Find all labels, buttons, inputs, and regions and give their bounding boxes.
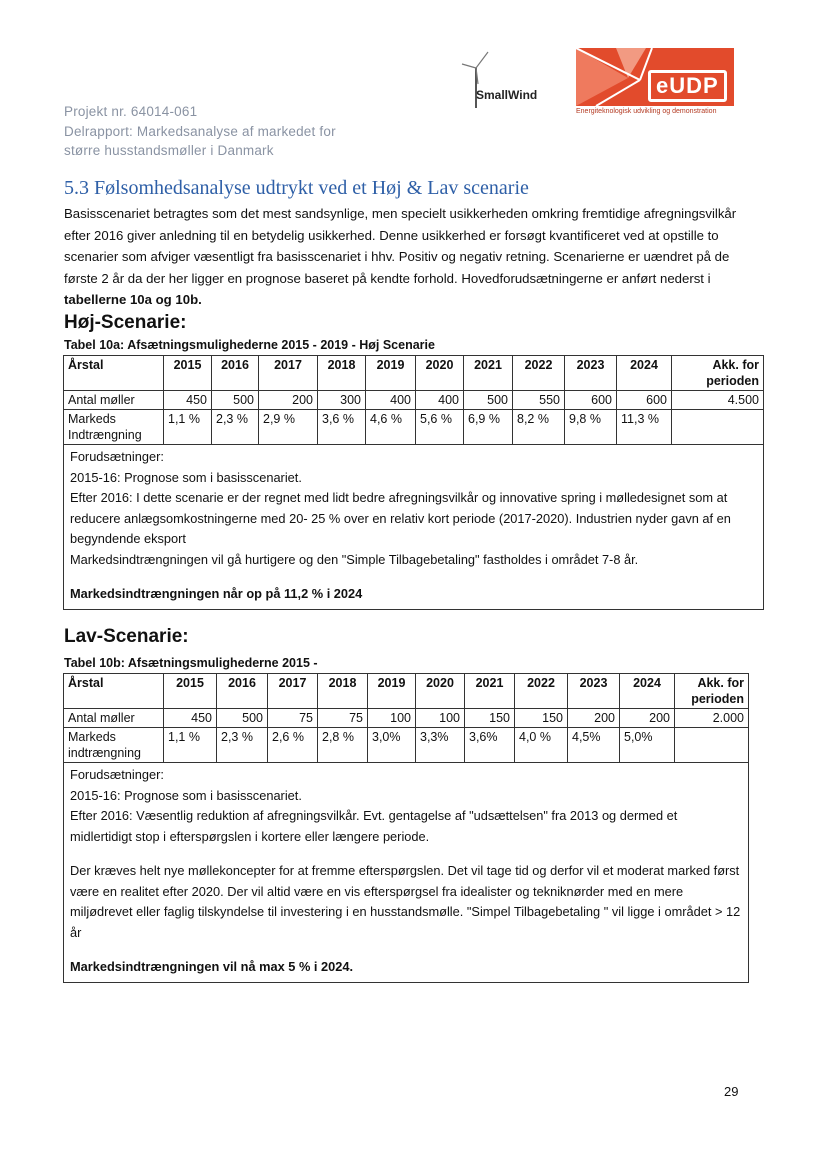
table-notes-row — [64, 763, 749, 983]
table-cell: 2,3 % — [212, 410, 259, 445]
report-title-line-2: større husstandsmøller i Danmark — [64, 143, 274, 158]
table-cell: 550 — [513, 391, 565, 410]
table-cell: 200 — [620, 709, 675, 728]
table-cell: 2,8 % — [318, 728, 368, 763]
row-label: Markeds indtrængning — [64, 728, 164, 763]
table-cell: 400 — [416, 391, 464, 410]
eudp-logo — [576, 48, 740, 122]
table-row — [64, 391, 764, 410]
project-number: Projekt nr. 64014-061 — [64, 104, 198, 119]
row-label: Markeds Indtrængning — [64, 410, 164, 445]
col-header: 2023 — [565, 356, 617, 391]
table-10a — [63, 355, 764, 610]
intro-bold-text: tabellerne 10a og 10b. — [64, 292, 202, 308]
table-cell: 3,3% — [416, 728, 465, 763]
col-header-akk: Akk. for perioden — [672, 356, 764, 391]
table-cell: 150 — [515, 709, 568, 728]
col-header: 2021 — [464, 356, 513, 391]
col-header: 2016 — [217, 674, 268, 709]
table-cell: 450 — [164, 391, 212, 410]
table-cell: 450 — [164, 709, 217, 728]
section-title: 5.3 Følsomhedsanalyse udtrykt ved et Høj & Lav scenarie — [64, 177, 529, 199]
table-10b-header-row — [64, 674, 749, 709]
col-header: 2022 — [513, 356, 565, 391]
table-cell: 100 — [368, 709, 416, 728]
row-label: Antal møller — [64, 709, 164, 728]
table-cell: 4,0 % — [515, 728, 568, 763]
table-cell: 150 — [465, 709, 515, 728]
col-header: 2015 — [164, 674, 217, 709]
notes-line: 2015-16: Prognose som i basisscenariet. — [70, 787, 302, 803]
table-cell: 300 — [318, 391, 366, 410]
table-row — [64, 728, 749, 763]
notes-line: Markedsindtrængningen vil gå hurtigere og den "Simple Tilbagebetaling" fastholdes i området 7-8 år. — [70, 551, 639, 567]
smallwind-logo-text: SmallWind — [476, 88, 538, 102]
table-cell: 8,2 % — [513, 410, 565, 445]
table-cell: 3,6 % — [318, 410, 366, 445]
table-cell: 2,3 % — [217, 728, 268, 763]
notes-line: Efter 2016: Væsentlig reduktion af afregningsvilkår. Evt. gentagelse af "udsættelsen" fra 2013 og dermed et midlertidigt stop i efterspørgslen i kortere eller længere periode. — [70, 808, 678, 844]
table-cell-total: 2.000 — [675, 709, 749, 728]
col-header: 2020 — [416, 674, 465, 709]
notes-line: Efter 2016: I dette scenarie er der regnet med lidt bedre afregningsvilkår og innovative spring i mølledesignet som at reducere anlægsomkostningerne med 20- 25 % over en relativ kort periode (2017-2020). Industrien nyder gavn af en begyndende eksport — [70, 490, 731, 546]
table-cell: 200 — [568, 709, 620, 728]
table-row — [64, 709, 749, 728]
table-cell: 3,0% — [368, 728, 416, 763]
table-cell: 11,3 % — [617, 410, 672, 445]
col-header: 2017 — [259, 356, 318, 391]
table-cell: 500 — [212, 391, 259, 410]
row-label: Antal møller — [64, 391, 164, 410]
col-header: 2024 — [620, 674, 675, 709]
high-scenario-heading: Høj-Scenarie: — [64, 312, 187, 333]
table-10b — [63, 673, 749, 983]
table-cell: 75 — [318, 709, 368, 728]
col-header: 2018 — [318, 674, 368, 709]
notes-line: Forudsætninger: — [70, 449, 164, 464]
table-cell: 500 — [217, 709, 268, 728]
col-header: 2019 — [368, 674, 416, 709]
col-header: 2021 — [465, 674, 515, 709]
col-header: 2019 — [366, 356, 416, 391]
notes-line: Der kræves helt nye møllekoncepter for at fremme efterspørgslen. Det vil tage tid og derfor vil et moderat marked først være en realitet efter 2020. Der vil altid være en vis efterspørgsel fra idealister og tekniknørder med en mere miljødrevet eller faglig tilskyndelse til investering i en husstandsmølle. "Simpel Tilbagebetaling " vil ligge i området > 12 år — [70, 863, 741, 940]
table-cell: 5,6 % — [416, 410, 464, 445]
table-cell: 500 — [464, 391, 513, 410]
col-header: 2015 — [164, 356, 212, 391]
table-10a-caption: Tabel 10a: Afsætningsmulighederne 2015 - 2019 - Høj Scenarie — [64, 338, 435, 352]
table-cell: 5,0% — [620, 728, 675, 763]
table-cell: 2,9 % — [259, 410, 318, 445]
table-cell: 400 — [366, 391, 416, 410]
table-cell: 1,1 % — [164, 410, 212, 445]
col-header: 2024 — [617, 356, 672, 391]
table-cell: 100 — [416, 709, 465, 728]
col-header: 2018 — [318, 356, 366, 391]
intro-paragraph — [64, 203, 754, 311]
col-header-year: Årstal — [64, 356, 164, 391]
notes-conclusion: Markedsindtrængningen vil nå max 5 % i 2024. — [70, 959, 354, 974]
table-10a-notes — [64, 445, 764, 610]
table-row — [64, 410, 764, 445]
col-header-akk: Akk. for perioden — [675, 674, 749, 709]
col-header: 2017 — [268, 674, 318, 709]
table-cell: 600 — [617, 391, 672, 410]
eudp-logo-mark — [576, 48, 734, 106]
table-cell: 4,6 % — [366, 410, 416, 445]
table-cell: 600 — [565, 391, 617, 410]
report-title-line-1: Delrapport: Markedsanalyse af markedet for — [64, 124, 336, 139]
table-cell: 200 — [259, 391, 318, 410]
eudp-logo-subtitle: Energiteknologisk udvikling og demonstration — [576, 108, 717, 115]
table-cell: 3,6% — [465, 728, 515, 763]
col-header: 2016 — [212, 356, 259, 391]
low-scenario-heading: Lav-Scenarie: — [64, 626, 189, 647]
notes-conclusion: Markedsindtrængningen når op på 11,2 % i 2024 — [70, 586, 363, 601]
table-10b-caption: Tabel 10b: Afsætningsmulighederne 2015 - — [64, 656, 318, 670]
table-cell: 6,9 % — [464, 410, 513, 445]
table-10b-notes — [64, 763, 749, 983]
table-cell: 4,5% — [568, 728, 620, 763]
page-number: 29 — [724, 1084, 739, 1099]
table-10a-header-row — [64, 356, 764, 391]
table-cell-empty — [672, 410, 764, 445]
eudp-logo-text: eUDP — [648, 70, 727, 102]
notes-line: Forudsætninger: — [70, 767, 164, 782]
table-cell: 2,6 % — [268, 728, 318, 763]
col-header: 2020 — [416, 356, 464, 391]
notes-line: 2015-16: Prognose som i basisscenariet. — [70, 469, 302, 485]
table-cell-empty — [675, 728, 749, 763]
table-cell: 1,1 % — [164, 728, 217, 763]
col-header: 2023 — [568, 674, 620, 709]
smallwind-logo — [452, 50, 552, 110]
col-header-year: Årstal — [64, 674, 164, 709]
table-cell: 9,8 % — [565, 410, 617, 445]
table-cell-total: 4.500 — [672, 391, 764, 410]
col-header: 2022 — [515, 674, 568, 709]
table-cell: 75 — [268, 709, 318, 728]
intro-text: Basisscenariet betragtes som det mest sandsynlige, men specielt usikkerheden omkring fremtidige afregningsvilkår efter 2016 giver anledning til en betydelig usikkerhed. Denne usikkerhed er forsøgt kvantificeret ved at opstille to scenarier som afviger væsentligt fra basisscenariet i hhv. Positiv og negativ retning. Scenarierne er uændret på de første 2 år da der her ligger en prognose baseret på kendte forhold. Hovedforudsætningerne er anført nederst i — [64, 206, 737, 286]
table-notes-row — [64, 445, 764, 610]
